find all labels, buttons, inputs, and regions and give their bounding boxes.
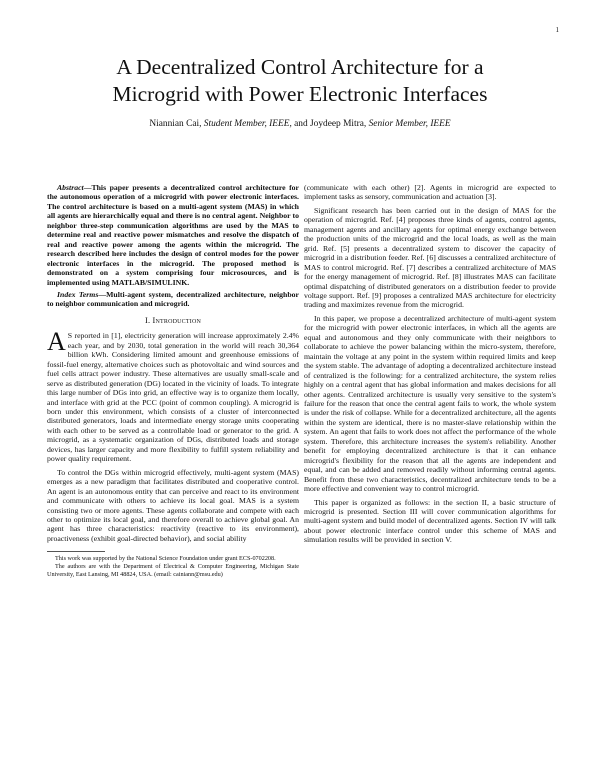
paper-title	[40, 54, 560, 108]
abstract	[47, 183, 299, 287]
intro-paragraph-1-text: S reported in [1], electricity generation will increase approximately 2.4% each year, and by 2030, total generation in the world will reach 30,364 billion kWh. Considering limited amount and greenhouse emissions of fossil-fuel energy, alternative choices such as photovoltaic and wind sources and fuel cells attract power industry. These alternatives are usually small-scale and serve as distributed generation (DG) located in the vicinity of loads. To integrate this large number of DGs into grid, an effective way is to organize them locally, and interface with grid at the PCC (point of common coupling). A microgrid is born under this environment, which consists of a cluster of interconnected distributed generators, loads and intermediate energy storage units cooperating with each other to be served as a controllable load or generator to the grid. A microgrid, as a systematic organization of DGs, distributed loads and storage devices, has larger capacity and more flexibility to fulfill system reliability and power quality requirement.	[47, 331, 299, 464]
drop-cap: A	[47, 327, 66, 357]
intro-paragraph-2: To control the DGs within microgrid effectively, multi-agent system (MAS) emerges as a new paradigm that facilitates distributed and cooperative control. An agent is an autonomous entity that can perceive and react to its environment and communicate with others to achieve its local goal. MAS is a system consisting two or more agents. These agents collaborate and compete with each other to optimize its local goal, and therefore overall to achieve global goal. An agent has three characteristics: reactivity (reactive to its environment), proactiveness (exhibit goal-directed behavior), and social ability	[47, 467, 299, 543]
intro-paragraph-1	[47, 327, 299, 464]
right-paragraph-0: (communicate with each other) [2]. Agents in microgrid are expected to implement tasks as sensory, communication and actuation [3].	[304, 183, 556, 202]
page-number: 1	[555, 26, 559, 34]
author-2-role: Senior Member, IEEE	[368, 119, 451, 129]
right-paragraph-3: This paper is organized as follows: in the section II, a basic structure of microgrid is presented. Section III will cover communication algorithms for multi-agent system and build model of decentralized agents. Section IV will talk about power electronic interface control under this scheme of MAS and simulation results will be provided in section V.	[304, 497, 556, 545]
right-paragraph-2: In this paper, we propose a decentralized architecture of multi-agent system for the microgrid with power electronic interfaces, in which all the agents are equal and autonomous and they only communicate with their neighbors to collaborate to achieve the power balancing within the micro-system, therefore, maintain the voltage at any point in the system within required limits and keep the system stable. The advantage of adopting a decentralized architecture instead of centralized is the following: for a centralized architecture, the system relies highly on a central agent that has global information and makes decisions for all other agents. Centralized architecture is usually very sensitive to the system's failure for the reason that once the central agent fails to work, the whole system is under the risk of collapse. While for a decentralized architecture, all the agents within the system are identical, there is no master-slave relationship within the system. An agent that fails to work does not affect the performance of the whole system. Therefore, this architecture increases the system's reliability. Another benefit for employing decentralized architecture is that it can enhance microgrid's flexibility for the reason that all the agents are independent and equal, and can be added and removed readily without informing central agents. Benefit from these two characteristics, decentralized architecture tends to be a more effective and convenient way to control microgrid.	[304, 313, 556, 494]
author-1-role: Student Member, IEEE,	[203, 119, 292, 129]
footnote-rule	[47, 551, 105, 552]
section-heading-introduction	[47, 316, 299, 325]
index-terms-text: —Multi-agent system, decentralized architecture, neighbor to neighbor communication and microgrid.	[47, 289, 299, 309]
footnote-funding: This work was supported by the National Science Foundation under grant ECS-0702208.	[55, 555, 276, 563]
title-line-2: Microgrid with Power Electronic Interfaces	[112, 82, 488, 106]
section-numeral: I.	[144, 315, 151, 325]
footnotes	[47, 555, 299, 578]
left-column	[47, 183, 299, 578]
abstract-text: —This paper presents a decentralized control architecture for the autonomous operation of a microgrid with power electronic interfaces. The control architecture is based on a multi-agent system (MAS) in which all agents are hierarchically equal and there is no central agent. Neighbor to neighbor three-step communication algorithms are used by the MAS to determine real and reactive power mismatches and resolve the dispatch of real and reactive power among the agents within the microgrid. The research described here includes the design of control modes for the power electronic interfaces in the microgrid. The proposed method is demonstrated on a system comprising four microsources, and is implemented using MATLAB/SIMULINK.	[47, 183, 299, 287]
abstract-label: Abstract	[57, 183, 84, 192]
title-line-1: A Decentralized Control Architecture for a	[116, 55, 484, 79]
index-terms-label: Index Terms	[57, 289, 99, 299]
author-1: Niannian Cai,	[149, 119, 202, 129]
index-terms	[47, 290, 299, 309]
right-paragraph-1: Significant research has been carried out in the design of MAS for the operation of microgrid. Ref. [4] proposes three kinds of agents, control agents, management agents and ancillary agents for optimal energy exchange between the production units of the microgrid and the local loads, as well as the main grid. Ref. [5] presents a decentralized system to discover the capacity of microgrid in a distribution feeder. Ref. [6] discusses a centralized architecture of MAS to control microgrid. Ref. [7] describes a centralized architecture of MAS for the energy management of microgrid. Ref. [8] illustrates MAS can facilitate optimal dispatching of distributed generators on a distribution feeder to provide voltage support. Ref. [9] proposes a centralized MAS architecture for electricity trading and maximizes revenue from the microgrid.	[304, 205, 556, 310]
section-title: Introduction	[152, 315, 202, 325]
footnote-affiliation: The authors are with the Department of Electrical & Computer Engineering, Michigan State University, East Lansing, MI 48824, USA. (email: cainiann@msu.edu)	[47, 562, 299, 578]
author-line	[40, 119, 560, 129]
author-2: and Joydeep Mitra,	[294, 119, 367, 129]
right-column	[304, 183, 556, 545]
